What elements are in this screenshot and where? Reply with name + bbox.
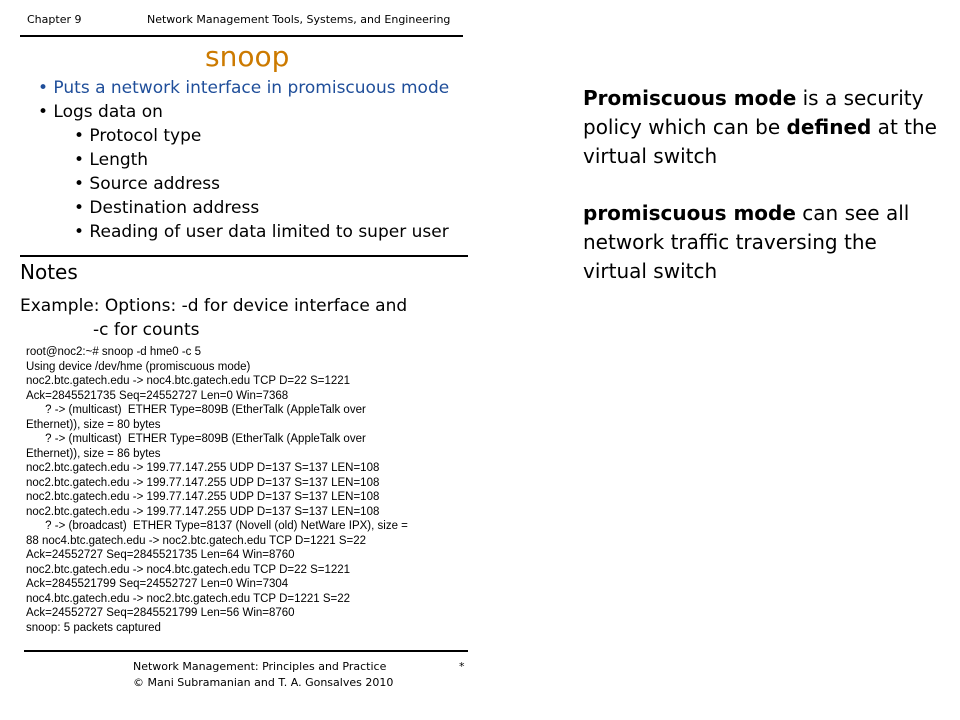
notes-rule: [20, 255, 468, 257]
terminal-line: noc4.btc.gatech.edu -> noc2.btc.gatech.edu TCP D=1221 S=22: [26, 592, 351, 605]
p2-text: can see all network traffic traversing the virtual switch: [583, 201, 910, 283]
sub-bullet-destination: • Destination address: [74, 198, 260, 218]
p1-text-a: is a security policy which can be: [583, 86, 924, 139]
book-title: Network Management Tools, Systems, and Engineering: [147, 13, 451, 26]
keyword-promiscuous-mode-2: promiscuous mode: [583, 201, 796, 225]
terminal-line: noc2.btc.gatech.edu -> noc4.btc.gatech.edu TCP D=22 S=1221: [26, 375, 351, 387]
terminal-line: Ack=2845521799 Seq=24552727 Len=0 Win=7304: [26, 578, 289, 590]
keyword-defined: defined: [786, 115, 872, 139]
example-line-1: Example: Options: -d for device interface and: [20, 296, 408, 316]
notes-heading: Notes: [20, 260, 78, 284]
terminal-line: Ack=24552727 Seq=2845521735 Len=64 Win=8760: [26, 549, 295, 561]
terminal-line: noc2.btc.gatech.edu -> 199.77.147.255 UDP D=137 S=137 LEN=108: [26, 476, 380, 489]
footer-book: Network Management: Principles and Practice: [133, 660, 387, 673]
terminal-line: Ack=24552727 Seq=2845521799 Len=56 Win=8760: [26, 607, 295, 619]
terminal-line: noc2.btc.gatech.edu -> noc4.btc.gatech.edu TCP D=22 S=1221: [26, 563, 351, 576]
terminal-line: Ack=2845521735 Seq=24552727 Len=0 Win=7368: [26, 389, 289, 402]
sub-bullet-protocol: • Protocol type: [74, 126, 202, 146]
terminal-line: ? -> (broadcast) ETHER Type=8137 (Novell (old) NetWare IPX), size =: [26, 520, 408, 532]
bullet-logs-data: • Logs data on: [38, 102, 163, 122]
terminal-line: noc2.btc.gatech.edu -> 199.77.147.255 UDP D=137 S=137 LEN=108: [26, 491, 380, 503]
footer-mark: *: [459, 660, 465, 673]
p1-text-b: at the virtual switch: [583, 115, 937, 168]
footer-copyright: © Mani Subramanian and T. A. Gonsalves 2010: [133, 676, 394, 689]
terminal-line: ? -> (multicast) ETHER Type=809B (EtherTalk (AppleTalk over: [26, 433, 366, 445]
footer-rule: [24, 650, 468, 652]
terminal-line: noc2.btc.gatech.edu -> 199.77.147.255 UDP D=137 S=137 LEN=108: [26, 505, 380, 518]
terminal-line: noc2.btc.gatech.edu -> 199.77.147.255 UDP D=137 S=137 LEN=108: [26, 462, 380, 474]
right-paragraph-2: [583, 199, 943, 286]
keyword-promiscuous-mode: Promiscuous mode: [583, 86, 797, 110]
chapter-label: Chapter 9: [27, 13, 82, 26]
sub-bullet-source: • Source address: [74, 174, 221, 194]
sub-bullet-length: • Length: [74, 150, 149, 170]
terminal-line: ? -> (multicast) ETHER Type=809B (EtherTalk (AppleTalk over: [26, 404, 366, 416]
bullet-promiscuous: • Puts a network interface in promiscuous mode: [38, 78, 450, 98]
right-paragraph-1: [583, 84, 943, 171]
terminal-line: snoop: 5 packets captured: [26, 621, 161, 634]
header-rule: [20, 35, 463, 37]
terminal-line: 88 noc4.btc.gatech.edu -> noc2.btc.gatech.edu TCP D=1221 S=22: [26, 534, 367, 547]
slide-title: snoop: [205, 40, 290, 73]
terminal-line: Ethernet)), size = 80 bytes: [26, 418, 161, 431]
terminal-line: Ethernet)), size = 86 bytes: [26, 447, 161, 460]
terminal-output: [26, 345, 408, 635]
terminal-line: root@noc2:~# snoop -d hme0 -c 5: [26, 346, 202, 358]
terminal-line: Using device /dev/hme (promiscuous mode): [26, 360, 251, 373]
example-line-2: -c for counts: [93, 320, 200, 340]
sub-bullet-user-data: • Reading of user data limited to super user: [74, 222, 449, 242]
